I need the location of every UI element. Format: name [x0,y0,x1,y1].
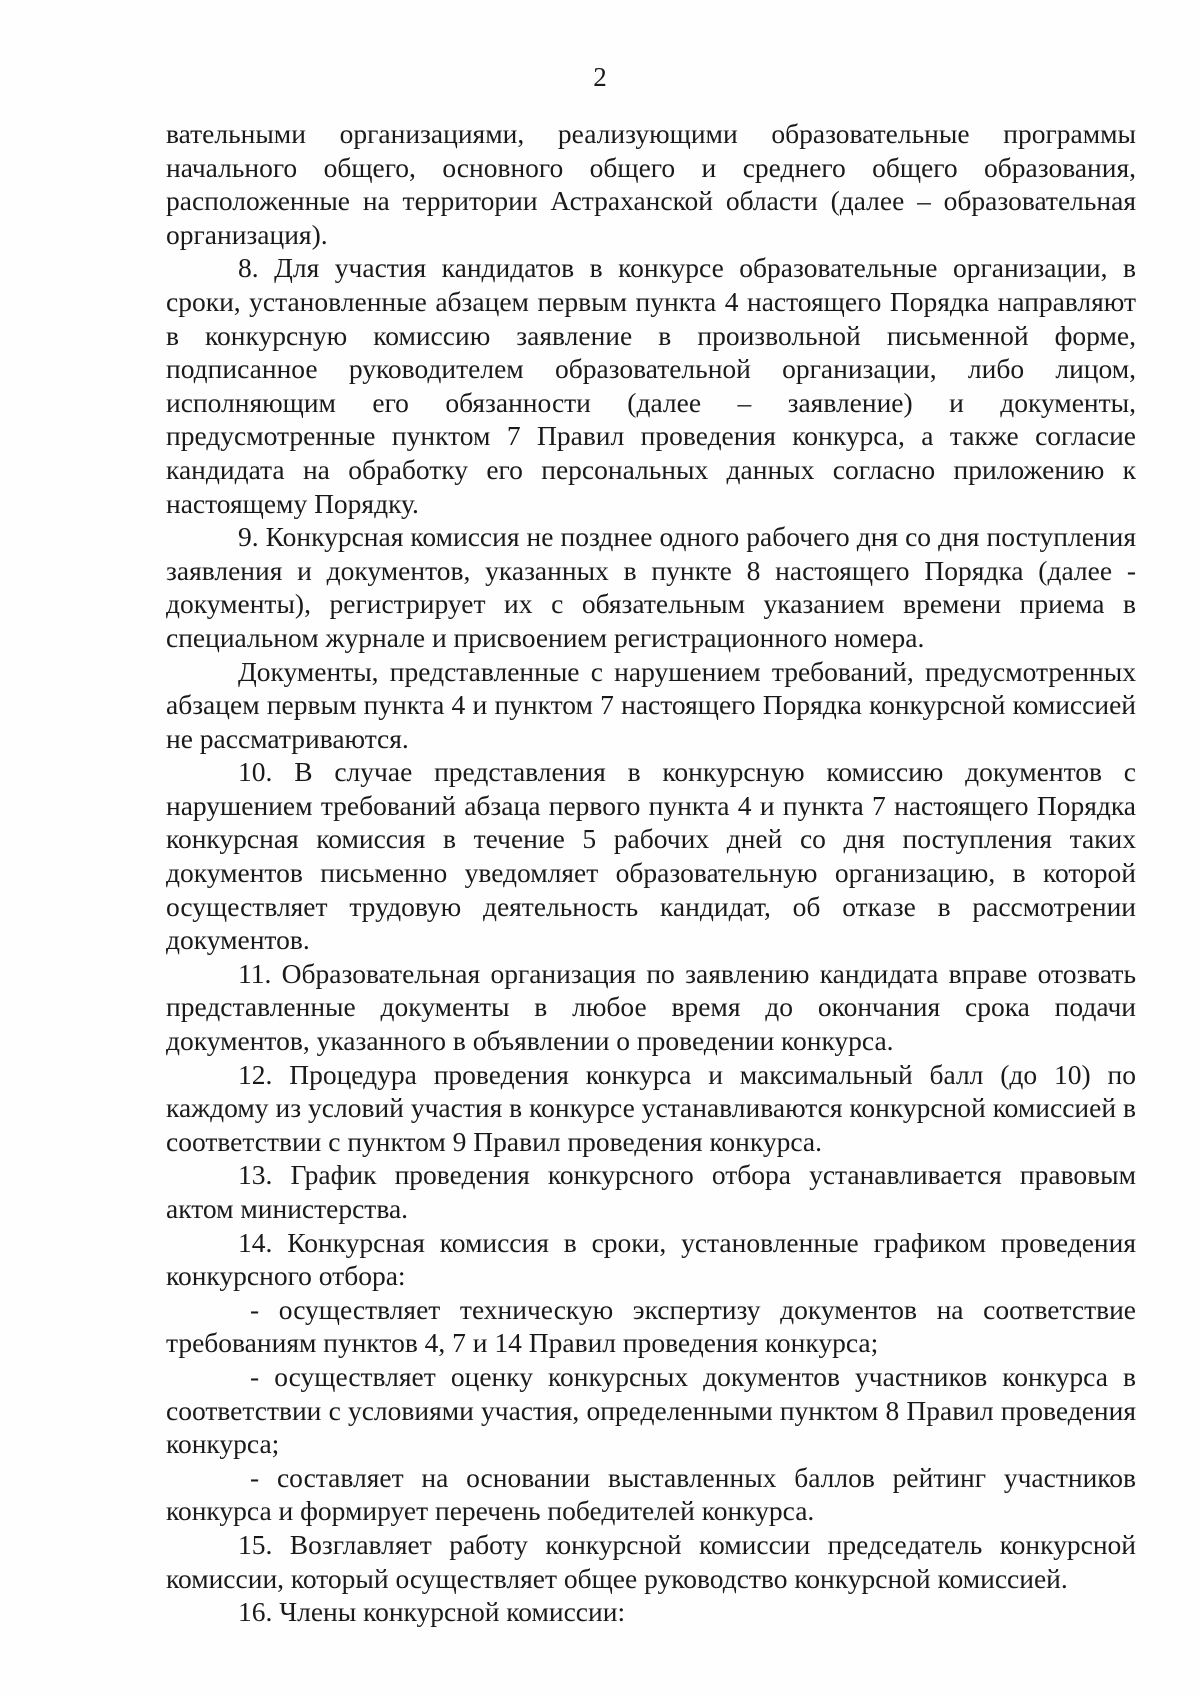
paragraph-item-16: 16. Члены конкурсной комиссии: [238,1596,626,1628]
document-body [166,117,1136,1629]
paragraph-item-11: 11. Образовательная организация по заявлению кандидата вправе отозвать представленные документы в любое время до окончания срока подачи документов, указанного в объявлении о проведении конкурса. [166,957,1136,1057]
paragraph-item-12: 12. Процедура проведения конкурса и максимальный балл (до 10) по каждому из условий участия в конкурсе устанавливаются конкурсной комиссией в соответствии с пунктом 9 Правил проведения конкурса. [166,1058,1136,1157]
paragraph-item-9: 9. Конкурсная комиссия не позднее одного рабочего дня со дня поступления заявления и документов, указанных в пункте 8 настоящего Порядка (далее - документы), регистрирует их с обязательным указанием времени приема в специальном журнале и присвоением регистрационного номера. [166,521,1136,653]
paragraph-documents-rejected: Документы, представленные с нарушением требований, предусмотренных абзацем первым пункта 4 и пунктом 7 настоящего Порядка конкурсной комиссией не рассматриваются. [166,655,1136,754]
list-item-technical-review: - осуществляет техническую экспертизу документов на соответствие требованиям пунктов 4, 7 и 14 Правил проведения конкурса; [166,1293,1136,1359]
paragraph-item-13: 13. График проведения конкурсного отбора устанавливается правовым актом министерства. [166,1159,1136,1224]
list-item-evaluation: - осуществляет оценку конкурсных документов участников конкурса в соответствии с условиями участия, определенными пунктом 8 Правил проведения конкурса; [166,1360,1136,1460]
page-number: 2 [593,62,607,92]
paragraph-item-14: 14. Конкурсная комиссия в сроки, установленные графиком проведения конкурсного отбора: [166,1226,1136,1292]
paragraph-item-10: 10. В случае представления в конкурсную комиссию документов с нарушением требований абзаца первого пункта 4 и пункта 7 настоящего Порядка конкурсная комиссия в течение 5 рабочих дней со дня поступления таких документов письменно уведомляет образовательную организацию, в которой осуществляет трудовую деятельность кандидат, об отказе в рассмотрении документов. [166,756,1136,956]
paragraph-item-15: 15. Возглавляет работу конкурсной комиссии председатель конкурсной комиссии, который осуществляет общее руководство конкурсной комиссией. [166,1528,1136,1594]
paragraph-item-8: 8. Для участия кандидатов в конкурсе образовательные организации, в сроки, установленные абзацем первым пункта 4 настоящего Порядка направляют в конкурсную комиссию заявление в произвольной письменной форме, подписанное руководителем образовательной организации, либо лицом, исполняющим его обязанности (далее – заявление) и документы, предусмотренные пунктом 7 Правил проведения конкурса, а также согласие кандидата на обработку его персональных данных согласно приложению к настоящему Порядку. [166,252,1136,519]
list-item-rating: - составляет на основании выставленных баллов рейтинг участников конкурса и формирует перечень победителей конкурса. [166,1461,1136,1527]
paragraph-continuation: вательными организациями, реализующими образовательные программы начального общего, основного общего и среднего общего образования, расположенные на территории Астраханской области (далее – образовательная организация). [166,118,1136,250]
